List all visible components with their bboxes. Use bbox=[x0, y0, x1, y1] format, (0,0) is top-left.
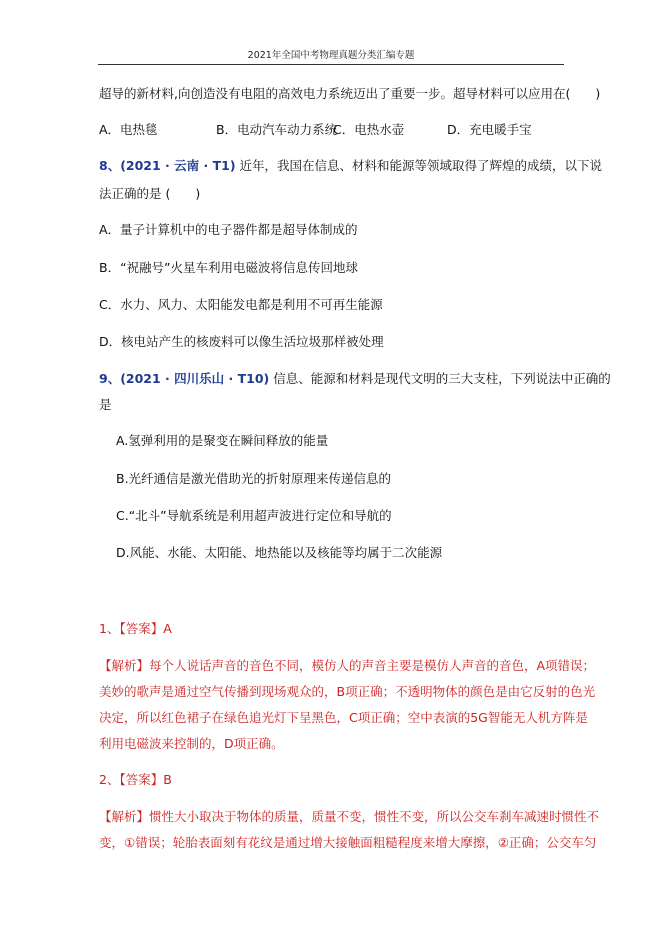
q7-option-d: D．充电暖手宝 bbox=[447, 122, 532, 137]
answer-1-explanation-line: 利用电磁波来控制的，D项正确。 bbox=[99, 736, 284, 751]
q9-stem-line2: 是 bbox=[99, 397, 112, 412]
q7-option-a: A．电热毯 bbox=[99, 122, 158, 137]
q7-option-c: C．电热水壶 bbox=[333, 122, 405, 137]
q9-source: (2021 · 四川乐山 · T10) bbox=[120, 371, 270, 386]
q8-stem bbox=[99, 158, 602, 174]
q7-options bbox=[99, 122, 532, 138]
answer-1-label: 1、【答案】A bbox=[99, 621, 172, 636]
q8-option-c: C．水力、风力、太阳能发电都是利用不可再生能源 bbox=[99, 297, 383, 312]
q9-option-d: D.风能、水能、太阳能、地热能以及核能等均属于二次能源 bbox=[116, 545, 443, 560]
answer-2-explanation-line: 变，①错误；轮胎表面刻有花纹是通过增大接触面粗糙程度来增大摩擦，②正确；公交车匀 bbox=[99, 835, 597, 850]
page-header: 2021年全国中考物理真题分类汇编专题 bbox=[98, 47, 564, 65]
q7-stem: 超导的新材料,向创造没有电阻的高效电力系统迈出了重要一步。超导材料可以应用在( ) bbox=[99, 86, 601, 101]
q8-option-d: D．核电站产生的核废料可以像生活垃圾那样被处理 bbox=[99, 334, 384, 349]
q9-stem bbox=[99, 371, 611, 387]
q9-stem-text: 信息、能源和材料是现代文明的三大支柱，下列说法中正确的 bbox=[269, 371, 611, 386]
q8-stem-text: 近年，我国在信息、材料和能源等领域取得了辉煌的成绩，以下说 bbox=[235, 158, 603, 173]
q8-source: (2021 · 云南 · T1) bbox=[120, 158, 236, 173]
q8-option-b: B．“祝融号”火星车利用电磁波将信息传回地球 bbox=[99, 260, 359, 275]
answer-1-explanation-line: 决定，所以红色裙子在绿色追光灯下呈黑色，C项正确；空中表演的5G智能无人机方阵是 bbox=[99, 710, 588, 725]
answer-1-explanation-line: 美妙的歌声是通过空气传播到现场观众的，B项正确；不透明物体的颜色是由它反射的色光 bbox=[99, 684, 596, 699]
q9-option-a: A.氢弹利用的是聚变在瞬间释放的能量 bbox=[116, 433, 329, 448]
q8-stem-line2: 法正确的是 ( ) bbox=[99, 186, 201, 201]
answer-1-explanation-line: 【解析】每个人说话声音的音色不同，模仿人的声音主要是模仿人声音的音色，A项错误； bbox=[99, 658, 596, 673]
answer-2-label: 2、【答案】B bbox=[99, 772, 172, 787]
q8-option-a: A．量子计算机中的电子器件都是超导体制成的 bbox=[99, 222, 358, 237]
answer-2-explanation-line: 【解析】惯性大小取决于物体的质量，质量不变，惯性不变，所以公交车刹车减速时惯性不 bbox=[99, 809, 600, 824]
q8-number: 8、 bbox=[99, 158, 121, 173]
q9-option-c: C.“北斗”导航系统是利用超声波进行定位和导航的 bbox=[116, 508, 392, 523]
q9-number: 9、 bbox=[99, 371, 121, 386]
q7-option-b: B．电动汽车动力系统 bbox=[216, 122, 338, 137]
q9-option-b: B.光纤通信是激光借助光的折射原理来传递信息的 bbox=[116, 471, 392, 486]
